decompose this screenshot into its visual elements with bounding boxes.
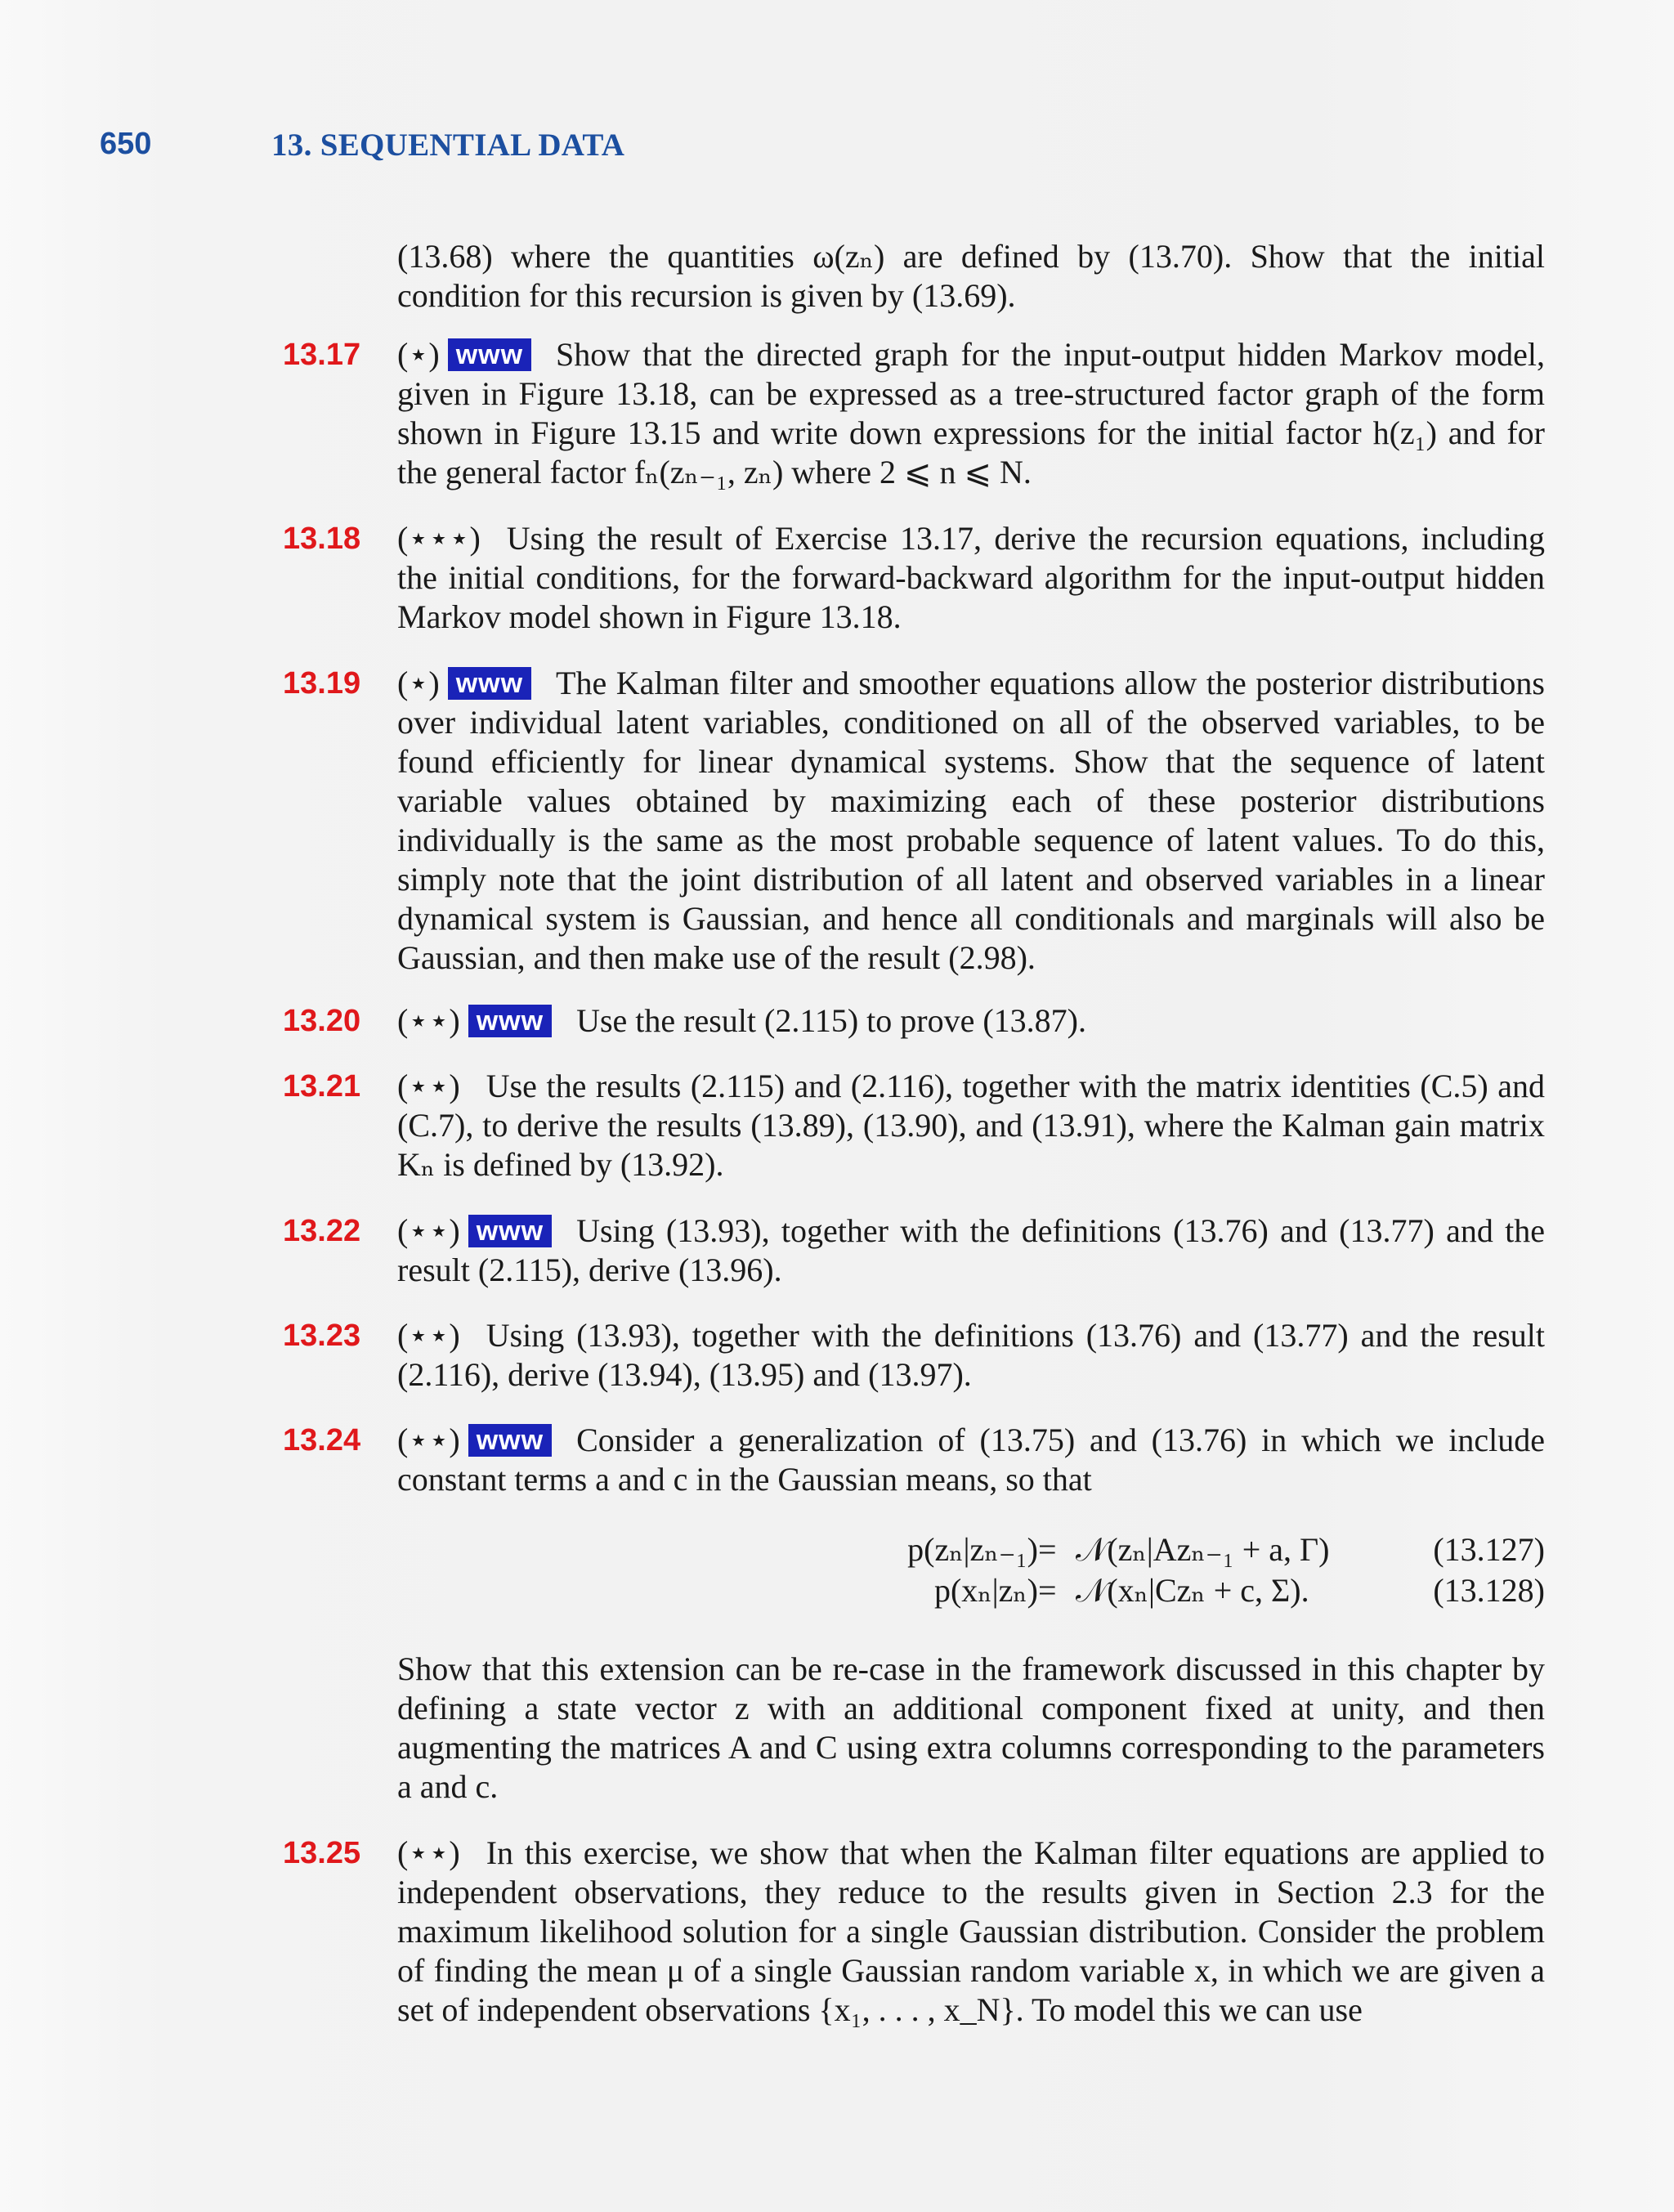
page-number: 650	[100, 127, 152, 161]
exercise-13-22	[283, 1211, 1545, 1290]
equation-lhs: p(zₙ|zₙ₋₁)	[907, 1531, 1038, 1568]
exercise-13-24	[283, 1421, 1545, 1499]
difficulty-stars: (⋆⋆)	[397, 1212, 460, 1249]
difficulty-stars: (⋆⋆⋆)	[397, 520, 481, 557]
equation-13-128	[397, 1571, 1545, 1612]
exercise-13-17	[283, 335, 1545, 492]
equation-lhs: p(xₙ|zₙ)	[933, 1572, 1038, 1609]
exercise-text: The Kalman filter and smoother equations allow the posterior distributions over individual latent variables, conditioned on all of the observed variables, to be found efficiently for linear dynamical systems. Show that the sequence of latent variable values obtained by maximizing each of these posterior distributions individually is the same as the most probable sequence of latent values. To do this, simply note that the joint distribution of all latent and observed variables in a linear dynamical system is Gaussian, and hence all conditionals and marginals will also be Gaussian, and then make use of the result (2.98).	[397, 665, 1545, 976]
exercise-13-23	[283, 1316, 1545, 1395]
exercise-number: 13.22	[283, 1214, 361, 1248]
exercise-13-19	[283, 664, 1545, 978]
www-badge[interactable]: www	[448, 338, 531, 371]
exercise-text: Using (13.93), together with the definitions (13.76) and (13.77) and the result (2.116), derive (13.94), (13.95) and (13.97).	[397, 1317, 1545, 1393]
exercise-number: 13.17	[283, 338, 361, 372]
difficulty-stars: (⋆⋆)	[397, 1317, 460, 1354]
exercise-text: In this exercise, we show that when the Kalman filter equations are applied to independent observations, they reduce to the results given in Section 2.3 for the maximum likelihood solution for a single Gaussian distribution. Consider the problem of finding the mean μ of a single Gaussian random variable x, in which we are given a set of independent observations {x₁, . . . , x_N}. To model this we can use	[397, 1834, 1545, 2028]
www-badge[interactable]: www	[468, 1005, 552, 1037]
exercise-text: Using (13.93), together with the definitions (13.76) and (13.77) and the result (2.115), derive (13.96).	[397, 1212, 1545, 1288]
equation-rhs: 𝒩(xₙ|Czₙ + c, Σ).	[1076, 1572, 1309, 1609]
exercise-text: Using the result of Exercise 13.17, derive the recursion equations, including the initial conditions, for the forward-backward algorithm for the input-output hidden Markov model shown in Figure 13.18.	[397, 520, 1545, 635]
exercise-number: 13.19	[283, 666, 361, 701]
exercise-13-25	[283, 1834, 1545, 2030]
equation-number: (13.128)	[1433, 1572, 1545, 1609]
difficulty-stars: (⋆⋆)	[397, 1422, 460, 1458]
exercise-number: 13.20	[283, 1004, 361, 1038]
page-header	[100, 127, 1511, 176]
exercise-text: Use the results (2.115) and (2.116), together with the matrix identities (C.5) and (C.7), to derive the results (13.89), (13.90), and (13.91), where the Kalman gain matrix Kₙ is defined by (13.92).	[397, 1068, 1545, 1183]
difficulty-stars: (⋆⋆)	[397, 1834, 460, 1871]
difficulty-stars: (⋆)	[397, 336, 440, 373]
intro-paragraph: (13.68) where the quantities ω(zₙ) are defined by (13.70). Show that the initial condition for this recursion is given by (13.69).	[397, 238, 1545, 314]
equation-rhs: 𝒩(zₙ|Azₙ₋₁ + a, Γ)	[1076, 1531, 1330, 1568]
exercise-number: 13.23	[283, 1319, 361, 1353]
exercise-13-18	[283, 519, 1545, 637]
difficulty-stars: (⋆⋆)	[397, 1068, 460, 1104]
equation-13-127	[397, 1530, 1545, 1571]
exercise-text: Use the result (2.115) to prove (13.87).	[576, 1002, 1086, 1039]
chapter-title: 13. SEQUENTIAL DATA	[271, 128, 625, 163]
exercise-number: 13.21	[283, 1069, 361, 1104]
difficulty-stars: (⋆⋆)	[397, 1002, 460, 1039]
exercise-number: 13.25	[283, 1836, 361, 1870]
exercise-number: 13.18	[283, 522, 361, 556]
www-badge[interactable]: www	[468, 1215, 552, 1247]
exercise-13-24-continuation: Show that this extension can be re-case in the framework discussed in this chapter by defining a state vector z with an additional component fixed at unity, and then augmenting the matrices A and C using extra columns corresponding to the parameters a and c.	[397, 1650, 1545, 1805]
exercise-13-20	[283, 1001, 1545, 1041]
exercise-text: Consider a generalization of (13.75) and (13.76) in which we include constant terms a and c in the Gaussian means, so that	[397, 1422, 1545, 1498]
equation-number: (13.127)	[1433, 1531, 1545, 1568]
difficulty-stars: (⋆)	[397, 665, 440, 701]
www-badge[interactable]: www	[468, 1424, 552, 1457]
equals-sign: =	[1038, 1572, 1057, 1609]
equals-sign: =	[1038, 1531, 1057, 1568]
www-badge[interactable]: www	[448, 667, 531, 700]
exercise-13-21	[283, 1067, 1545, 1184]
exercise-text: Show that the directed graph for the input-output hidden Markov model, given in Figure 13.18, can be expressed as a tree-structured factor graph of the form shown in Figure 13.15 and write down expressions for the initial factor h(z₁) and for the general factor fₙ(zₙ₋₁, zₙ) where 2 ⩽ n ⩽ N.	[397, 336, 1545, 490]
exercise-number: 13.24	[283, 1423, 361, 1458]
